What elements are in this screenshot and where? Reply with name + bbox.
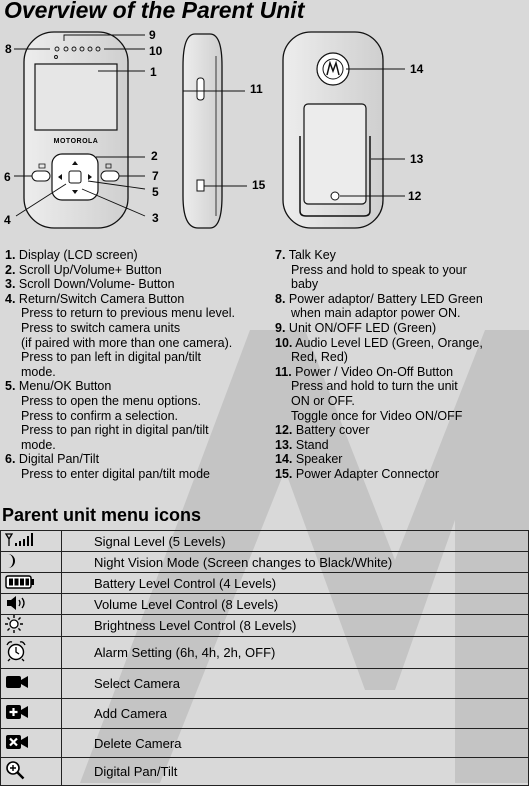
legend-item-detail: Press to pan right in digital pan/tilt [21,423,209,438]
callout-number: 14 [410,62,424,76]
legend-item-detail: Press to open the menu options. [21,393,201,408]
legend-item-number: 3. [5,277,16,292]
legend-item-label: Power / Video On-Off Button [295,364,454,379]
side-view [183,34,222,228]
menu-icon-cell [1,531,62,552]
menu-icon-row [1,552,529,573]
legend-item-label: Scroll Down/Volume- Button [18,277,175,292]
legend-item [5,379,285,394]
legend-item-label: Battery cover [295,423,370,438]
legend-item [275,248,527,263]
legend-item-number: 6. [5,452,16,467]
legend-item-number: 14. [275,452,293,467]
menu-icon-row [1,669,529,699]
menu-icon-cell [1,637,62,669]
menu-icon-row [1,573,529,594]
delete-camera-icon [5,734,29,753]
legend-item-label: Digital Pan/Tilt [18,452,100,467]
legend-item [5,292,285,307]
callout-number: 13 [410,152,424,166]
menu-icon-cell [1,594,62,615]
legend-item-number: 12. [275,423,293,438]
signal-icon [5,533,35,550]
menu-icon-row [1,615,529,637]
legend-item-detail: Press and hold to speak to your [291,262,467,277]
device-illustration [0,26,529,241]
legend-item-label: Unit ON/OFF LED (Green) [288,320,437,335]
camera-icon [5,675,29,692]
callout-number: 8 [5,42,12,56]
callout-number: 3 [152,211,159,225]
callout-number: 12 [408,189,422,203]
legend-item [5,277,285,292]
menu-icon-cell [1,573,62,594]
legend-item [275,467,527,482]
legend-item-number: 10. [275,335,293,350]
legend-item-number: 13. [275,437,293,452]
legend-item-number: 2. [5,262,16,277]
menu-icon-description: Select Camera [62,669,529,699]
legend-item-number: 15. [275,466,293,481]
volume-icon [5,595,29,614]
callout-number: 10 [149,44,163,58]
legend-item-label: Speaker [295,452,343,467]
legend-item-detail: Press and hold to turn the unit [291,379,458,394]
legend-item-detail: baby [291,277,319,292]
menu-icon-description: Add Camera [62,699,529,729]
legend-item-detail: Press to confirm a selection. [21,408,179,423]
menu-icon-cell [1,699,62,729]
legend-item-detail: (if paired with more than one camera). [21,335,233,350]
menu-icon-cell [1,669,62,699]
callout-number: 2 [151,149,158,163]
lcd-screen [35,64,117,130]
legend-item-detail: Press to pan left in digital pan/tilt [21,350,201,365]
legend-item-number: 9. [275,320,286,335]
add-camera-icon [5,704,29,723]
menu-icon-description: Delete Camera [62,729,529,758]
legend-item [275,292,527,307]
menu-icon-description: Brightness Level Control (8 Levels) [62,615,529,637]
battery-cover [304,104,366,204]
menu-icon-cell [1,758,62,786]
legend-item-label: Talk Key [288,248,336,262]
legend-item-number: 11. [275,364,292,379]
legend-item [5,452,285,467]
legend-item-detail: mode. [21,437,56,452]
callout-number: 15 [252,178,266,192]
menu-icon-description: Alarm Setting (6h, 4h, 2h, OFF) [62,637,529,669]
moon-icon [5,553,19,572]
legend-item-detail: ON or OFF. [291,393,355,408]
legend-left-column [5,248,285,482]
legend-item-detail: Toggle once for Video ON/OFF [291,408,463,423]
page-title: Overview of the Parent Unit [4,0,305,23]
legend-item [275,452,527,467]
legend-item-label: Stand [295,437,329,452]
menu-icon-row [1,531,529,552]
menu-icon-cell [1,729,62,758]
brand-logo: MOTOROLA [53,138,99,145]
menu-icon-row [1,758,529,786]
legend-item-label: Power adaptor/ Battery LED Green [288,291,483,306]
menu-icons-heading: Parent unit menu icons [2,505,202,525]
callout-number: 1 [150,65,157,79]
legend-item-number: 8. [275,291,286,306]
legend-item [275,365,527,380]
legend-item-detail: Press to switch camera units [21,320,181,335]
battery-icon [5,575,35,592]
legend-item [5,263,285,278]
legend-item-label: Power Adapter Connector [295,466,440,481]
legend-item [275,423,527,438]
menu-icon-row [1,594,529,615]
callout-number: 11 [250,82,263,96]
legend-item-label: Return/Switch Camera Button [18,291,185,306]
front-view [24,32,128,228]
callout-number: 9 [149,28,156,42]
brightness-icon [5,615,23,636]
menu-icon-description: Signal Level (5 Levels) [62,531,529,552]
legend-item-detail: Red, Red) [291,350,348,365]
legend-item-number: 4. [5,291,16,306]
legend-item-number: 5. [5,379,16,394]
legend-item [275,438,527,453]
legend-item-label: Audio Level LED (Green, Orange, [295,335,483,350]
back-view [283,32,383,228]
legend-item-detail: Press to enter digital pan/tilt mode [21,466,210,481]
callout-number: 4 [4,213,11,227]
legend-item-label: Menu/OK Button [18,379,112,394]
legend-item-number: 1. [5,248,16,262]
legend-item-label: Scroll Up/Volume+ Button [18,262,162,277]
legend-item [5,248,285,263]
legend-item [275,336,527,351]
menu-icon-description: Battery Level Control (4 Levels) [62,573,529,594]
menu-icon-description: Volume Level Control (8 Levels) [62,594,529,615]
legend-right-column [275,248,527,482]
talk-button [101,171,119,181]
zoom-icon [5,760,25,783]
callout-number: 6 [4,170,11,184]
legend-item-label: Display (LCD screen) [18,248,138,262]
menu-icon-description: Digital Pan/Tilt [62,758,529,786]
menu-icon-description: Night Vision Mode (Screen changes to Black/White) [62,552,529,573]
alarm-icon [5,640,27,665]
menu-icon-cell [1,552,62,573]
pan-tilt-button [32,171,50,181]
legend-item-number: 7. [275,248,286,262]
menu-icon-row [1,637,529,669]
menu-icon-row [1,699,529,729]
legend-item-detail: mode. [21,364,56,379]
legend-item-detail: when main adaptor power ON. [291,306,461,321]
menu-icon-cell [1,615,62,637]
menu-icons-table [0,530,529,786]
legend-item [275,321,527,336]
callout-number: 5 [152,185,159,199]
legend-item-detail: Press to return to previous menu level. [21,306,235,321]
menu-icon-row [1,729,529,758]
callout-number: 7 [152,169,159,183]
